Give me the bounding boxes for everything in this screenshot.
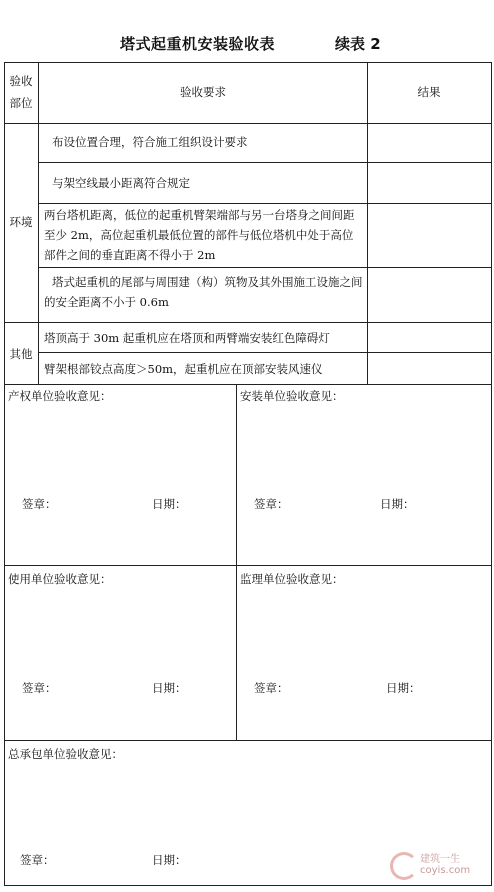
user-date-label: 日期：	[152, 681, 187, 695]
supervisor-seal-label: 签章：	[254, 681, 289, 695]
installer-opinion-label: 安装单位验收意见：	[240, 389, 344, 403]
general-contractor-opinion-label: 总承包单位验收意见：	[8, 747, 123, 761]
general-seal-label: 签章：	[20, 853, 55, 867]
owner-date-label: 日期：	[152, 497, 187, 511]
table-border-right	[491, 62, 492, 886]
row-divider	[38, 162, 492, 163]
installer-date-label: 日期：	[380, 497, 415, 511]
row-divider	[38, 352, 492, 353]
watermark-url: coyis.com	[420, 865, 471, 876]
env-section-label: 环境	[9, 215, 33, 229]
col-part-header: 验收 部位	[9, 74, 33, 110]
opinion-row-divider	[4, 565, 492, 566]
other-requirement-1: 塔顶高于 30m 起重机应在塔顶和两臂端安装红色障碍灯	[44, 331, 330, 345]
page-title: 塔式起重机安装验收表	[120, 35, 276, 53]
table-border-left	[4, 62, 5, 886]
section-divider	[4, 384, 492, 385]
owner-opinion-label: 产权单位验收意见：	[8, 389, 112, 403]
watermark-logo-icon	[390, 852, 418, 880]
user-seal-label: 签章：	[22, 681, 57, 695]
opinion-col-divider	[236, 384, 237, 740]
result-col-divider	[367, 62, 368, 384]
supervisor-opinion-label: 监理单位验收意见：	[240, 572, 344, 586]
part-col-divider	[38, 62, 39, 384]
env-requirement-4: 塔式起重机的尾部与周围建（构）筑物及其外围施工设施之间的安全距离不小于 0.6m	[44, 275, 363, 309]
row-divider	[38, 203, 492, 204]
watermark-text: 建筑一生	[420, 854, 460, 865]
table-border-bottom	[4, 885, 492, 886]
other-section-label: 其他	[9, 347, 33, 361]
header-row-divider	[4, 123, 492, 124]
supervisor-date-label: 日期：	[386, 681, 421, 695]
watermark	[390, 848, 488, 884]
row-divider	[38, 267, 492, 268]
col-result-header: 结果	[417, 85, 441, 99]
other-requirement-2: 臂架根部铰点高度＞50m，起重机应在顶部安装风速仪	[44, 362, 323, 376]
installer-seal-label: 签章：	[254, 497, 289, 511]
owner-seal-label: 签章：	[22, 497, 57, 511]
col-requirement-header: 验收要求	[180, 85, 226, 99]
section-divider	[4, 322, 492, 323]
env-requirement-3: 两台塔机距离，低位的起重机臂架端部与另一台塔身之间间距至少 2m，高位起重机最低位置的部件与低位塔机中处于高位部件之间的垂直距离不得小于 2m	[44, 208, 355, 262]
table-border-top	[4, 62, 492, 63]
env-requirement-1: 布设位置合理，符合施工组织设计要求	[52, 135, 248, 149]
general-date-label: 日期：	[152, 853, 187, 867]
opinion-row-divider	[4, 740, 492, 741]
env-requirement-2: 与架空线最小距离符合规定	[52, 176, 190, 190]
user-opinion-label: 使用单位验收意见：	[8, 572, 112, 586]
table-number: 续表 2	[335, 35, 381, 53]
